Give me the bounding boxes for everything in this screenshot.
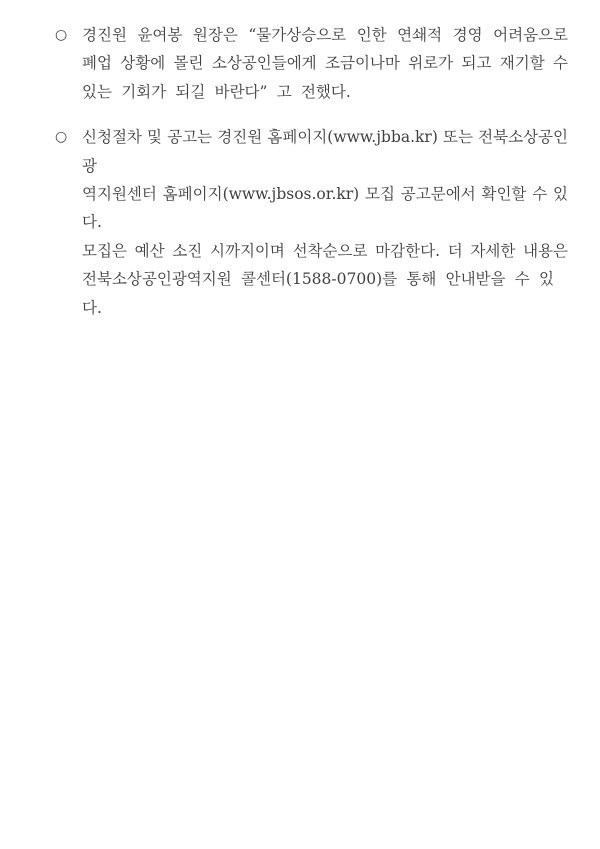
paragraph-line: 폐업 상황에 몰린 소상공인들에게 조금이나마 위로가 되고 재기할 수 bbox=[82, 54, 568, 73]
paragraph-line: 경진원 윤여봉 원장은 “물가상승으로 인한 연쇄적 경영 어려움으로 bbox=[82, 26, 568, 44]
paragraph-line: 전북소상공인광역지원 콜센터(1588-0700)를 통해 안내받을 수 있다. bbox=[82, 270, 554, 317]
document-content bbox=[0, 0, 600, 322]
circle-bullet-icon: ○ bbox=[55, 27, 68, 43]
bullet-paragraph bbox=[55, 21, 568, 106]
paragraph-line: 신청절차 및 공고는 경진원 홈페이지(www.jbba.kr) 또는 전북소상공인광 bbox=[82, 128, 568, 175]
circle-bullet-icon: ○ bbox=[55, 129, 68, 146]
paragraph-line: 모집은 예산 소진 시까지이며 선착순으로 마감한다. 더 자세한 내용은 bbox=[82, 241, 568, 260]
paragraph-line: 역지원센터 홈페이지(www.jbsos.or.kr) 모집 공고문에서 확인할 수 있다. bbox=[82, 185, 568, 232]
paragraph-line: 있는 기회가 되길 바란다” 고 전했다. bbox=[82, 82, 351, 101]
paragraph-text bbox=[82, 21, 568, 106]
paragraph-text bbox=[82, 123, 568, 322]
bullet-paragraph bbox=[55, 123, 568, 322]
